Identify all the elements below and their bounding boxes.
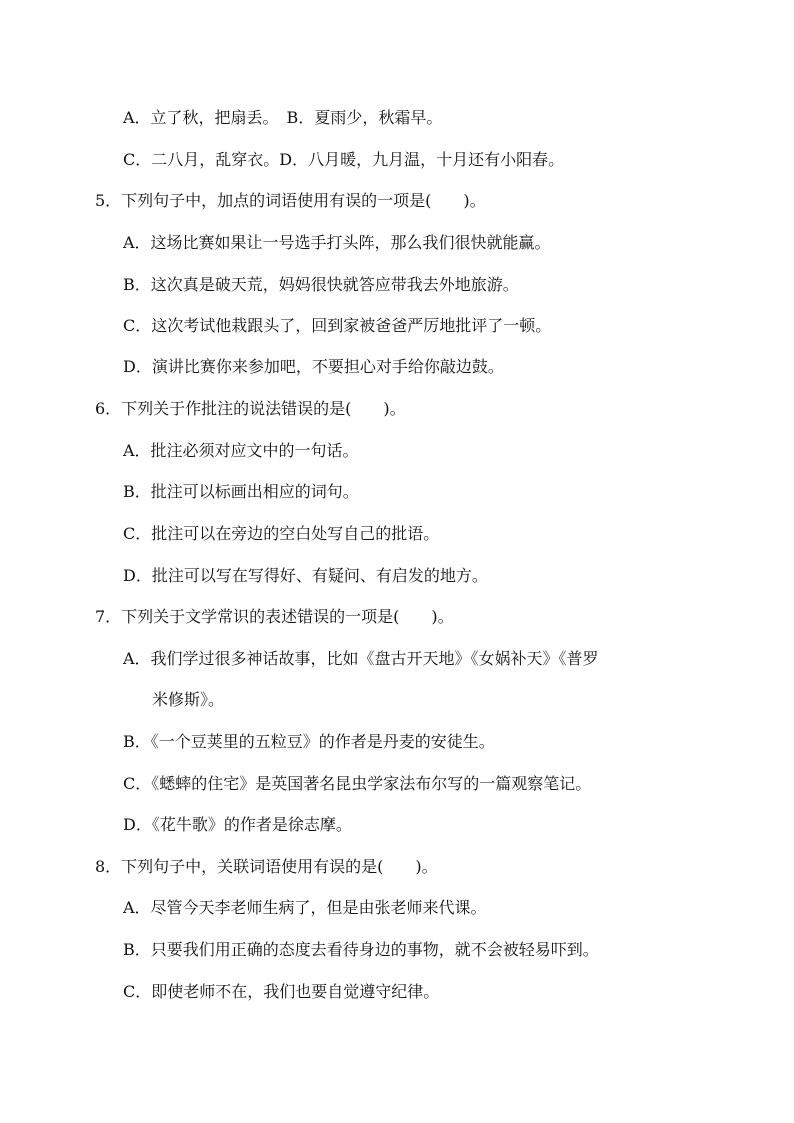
- q8-option-b: B．只要我们用正确的态度去看待身边的事物，就不会被轻易吓到。: [123, 940, 599, 959]
- q4-option-cd: C．二八月，乱穿衣。D．八月暖，九月温，十月还有小阳春。: [123, 150, 565, 169]
- q6-option-d: D．批注可以写在写得好、有疑问、有启发的地方。: [123, 566, 488, 585]
- q5-option-b: B．这次真是破天荒，妈妈很快就答应带我去外地旅游。: [123, 275, 519, 294]
- q6-option-b: B．批注可以标画出相应的词句。: [123, 482, 359, 501]
- q7-option-c: C．《蟋蟀的住宅》是英国著名昆虫学家法布尔写的一篇观察笔记。: [123, 774, 592, 793]
- q7-option-d: D．《花牛歌》的作者是徐志摩。: [123, 815, 352, 834]
- q5-stem: 5．下列句子中，加点的词语使用有误的一项是( )。: [95, 191, 486, 210]
- q8-option-c: C．即使老师不在，我们也要自觉遵守纪律。: [123, 982, 440, 1001]
- q7-option-b: B．《一个豆荚里的五粒豆》的作者是丹麦的安徒生。: [123, 732, 495, 751]
- q5-option-a: A．这场比赛如果让一号选手打头阵，那么我们很快就能赢。: [123, 233, 551, 252]
- q6-option-a: A．批注必须对应文中的一句话。: [123, 441, 359, 460]
- q7-option-a-continuation: 米修斯》。: [152, 690, 225, 709]
- q8-stem: 8．下列句子中，关联词语使用有误的是( )。: [95, 857, 438, 876]
- q5-option-c: C．这次考试他栽跟头了，回到家被爸爸严厉地批评了一顿。: [123, 316, 552, 335]
- q6-stem: 6．下列关于作批注的说法错误的是( )。: [95, 399, 406, 418]
- q7-option-a: A．我们学过很多神话故事，比如《盘古开天地》《女娲补天》《普罗: [123, 649, 599, 668]
- q8-option-a: A．尽管今天李老师生病了，但是由张老师来代课。: [123, 898, 487, 917]
- q6-option-c: C．批注可以在旁边的空白处写自己的批语。: [123, 524, 440, 543]
- q4-option-ab: A．立了秋，把扇丢。 B．夏雨少，秋霜早。: [123, 108, 443, 127]
- q7-stem: 7．下列关于文学常识的表述错误的一项是( )。: [95, 607, 454, 626]
- q5-option-d: D．演讲比赛你来参加吧，不要担心对手给你敲边鼓。: [123, 357, 504, 376]
